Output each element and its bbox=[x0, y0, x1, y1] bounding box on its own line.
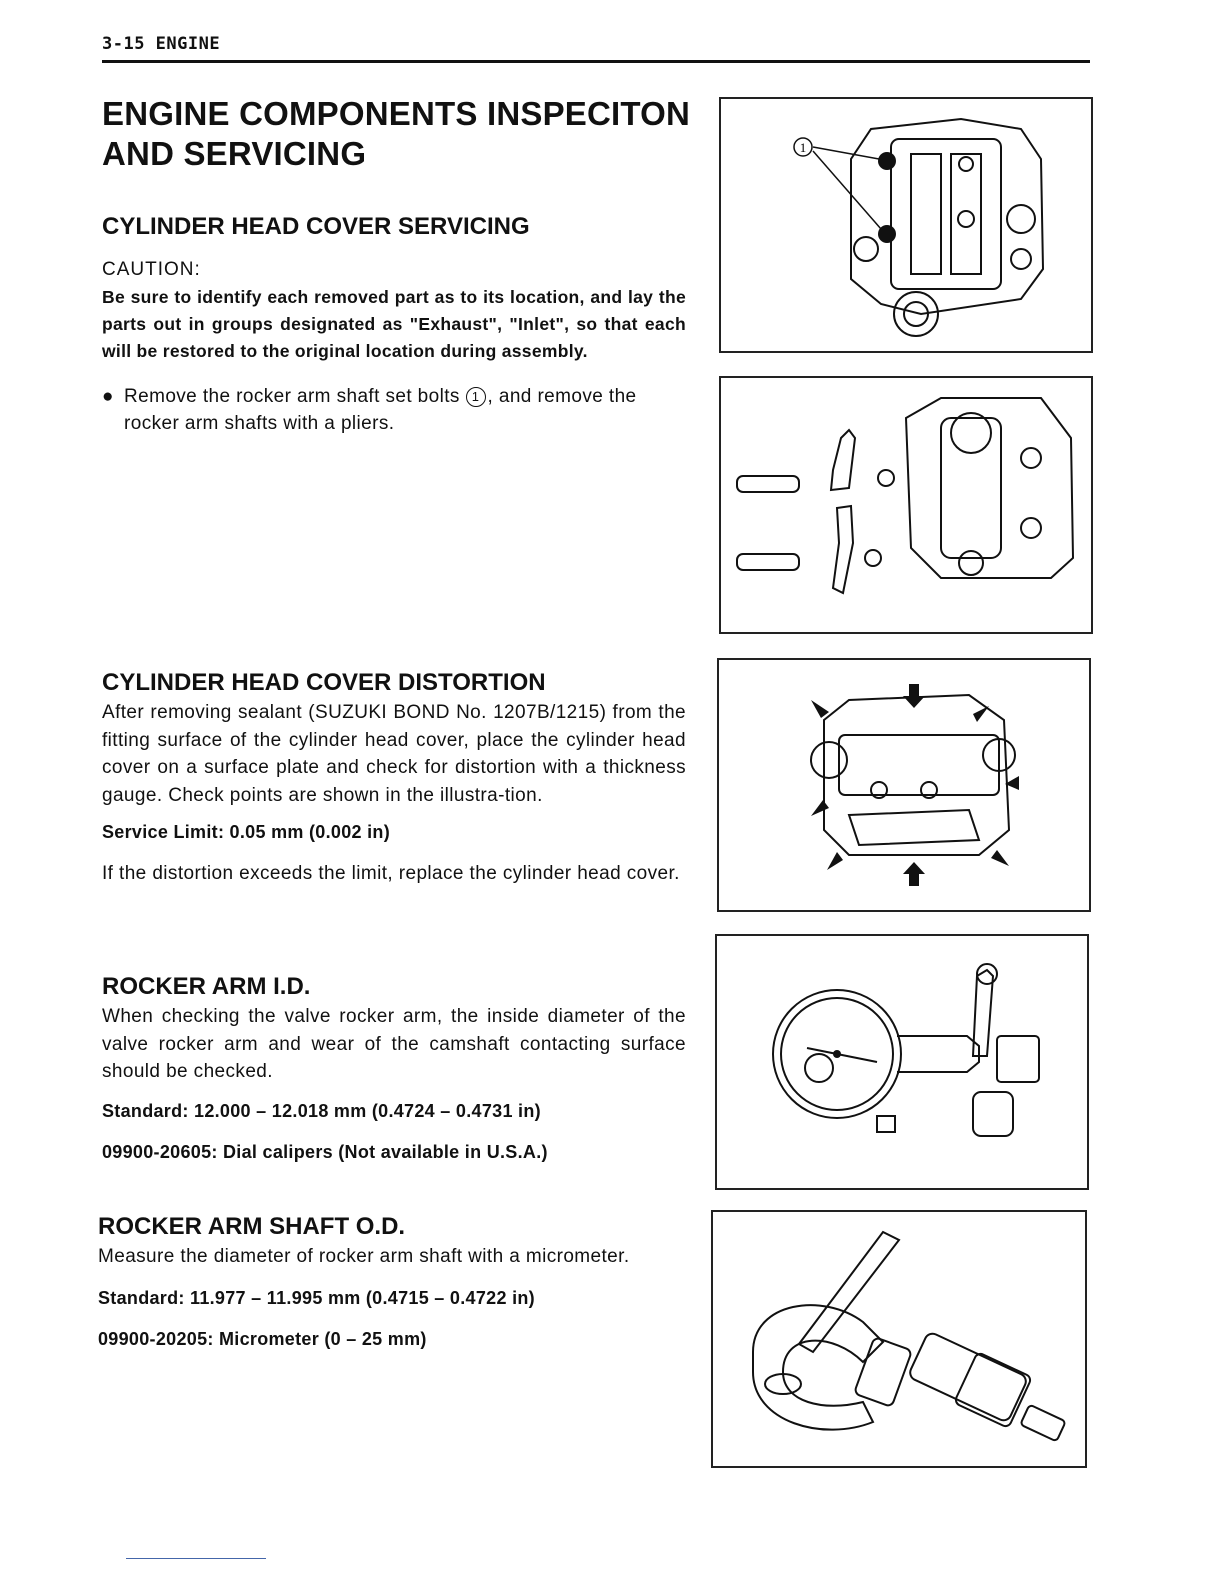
section-head-cover-servicing bbox=[102, 212, 686, 438]
arrow-icon bbox=[903, 684, 925, 708]
figure-head-cover-bolts bbox=[719, 97, 1093, 353]
dial-caliper-illustration bbox=[717, 936, 1087, 1188]
section-heading: CYLINDER HEAD COVER SERVICING bbox=[102, 213, 530, 240]
shaft-od-standard: Standard: 11.977 – 11.995 mm (0.4715 – 0.4722 in) bbox=[98, 1287, 535, 1308]
caution-label: CAUTION: bbox=[102, 259, 201, 280]
callout-ref: 1 bbox=[466, 387, 486, 407]
section-shaft-od bbox=[98, 1212, 682, 1353]
service-limit: Service Limit: 0.05 mm (0.002 in) bbox=[102, 822, 391, 842]
rocker-id-standard: Standard: 12.000 – 12.018 mm (0.4724 – 0.4731 in) bbox=[102, 1100, 541, 1121]
arrow-icon bbox=[973, 706, 989, 722]
distortion-check-points-illustration bbox=[719, 660, 1089, 910]
figure-micrometer bbox=[711, 1210, 1087, 1468]
bullet-text bbox=[124, 383, 686, 438]
bullet-text-before: Remove the rocker arm shaft set bolts bbox=[124, 385, 460, 407]
bullet-dot-icon: ● bbox=[102, 385, 114, 407]
shaft-od-tool: 09900-20205: Micrometer (0 – 25 mm) bbox=[98, 1328, 427, 1349]
shaft-od-text: Measure the diameter of rocker arm shaft with a micrometer. bbox=[98, 1246, 630, 1267]
distortion-note: If the distortion exceeds the limit, replace the cylinder head cover. bbox=[102, 863, 680, 884]
bullet-item bbox=[102, 383, 686, 438]
arrow-icon bbox=[903, 862, 925, 886]
title-line-1: ENGINE COMPONENTS INSPECITON bbox=[102, 95, 691, 132]
page-header-text: 3-15 ENGINE bbox=[102, 34, 221, 54]
section-heading: ROCKER ARM SHAFT O.D. bbox=[98, 1213, 406, 1240]
arrow-icon bbox=[811, 800, 829, 816]
caution-text: Be sure to identify each removed part as to its location, and lay the parts out in groups designated as "Exhaust", "Inlet", so that each will be restored to the original location during assembly. bbox=[102, 286, 686, 361]
footer-rule bbox=[126, 1558, 266, 1559]
distortion-text: After removing sealant (SUZUKI BOND No. 1207B/1215) from the fitting surface of the cylinder head cover, place the cylinder head cover on a surface plate and check for distortion with a thickness gauge. Check points are shown in the illustra-tion. bbox=[102, 702, 686, 806]
arrow-icon bbox=[827, 852, 843, 870]
callout-label: 1 bbox=[799, 140, 807, 155]
bullet-text-after: , and remove the rocker arm shafts with a pliers. bbox=[124, 385, 637, 434]
rocker-id-text: When checking the valve rocker arm, the inside diameter of the valve rocker arm and wear of the camshaft contacting surface should be checked. bbox=[102, 1006, 686, 1082]
arrow-icon bbox=[991, 850, 1009, 866]
title-line-2: AND SERVICING bbox=[102, 135, 367, 172]
arrow-icon bbox=[811, 700, 829, 718]
figure-distortion-check bbox=[717, 658, 1091, 912]
section-heading: ROCKER ARM I.D. bbox=[102, 973, 311, 1000]
head-cover-bolts-illustration bbox=[721, 99, 1091, 351]
micrometer-illustration bbox=[713, 1212, 1085, 1466]
rocker-arm-shafts-illustration bbox=[721, 378, 1091, 632]
page-title bbox=[102, 94, 702, 174]
rocker-id-tool: 09900-20605: Dial calipers (Not available in U.S.A.) bbox=[102, 1141, 548, 1162]
section-distortion bbox=[102, 668, 686, 888]
figure-rocker-shafts bbox=[719, 376, 1093, 634]
section-rocker-id bbox=[102, 972, 686, 1166]
figure-dial-caliper bbox=[715, 934, 1089, 1190]
section-heading: CYLINDER HEAD COVER DISTORTION bbox=[102, 669, 546, 696]
page-header bbox=[102, 34, 1090, 63]
